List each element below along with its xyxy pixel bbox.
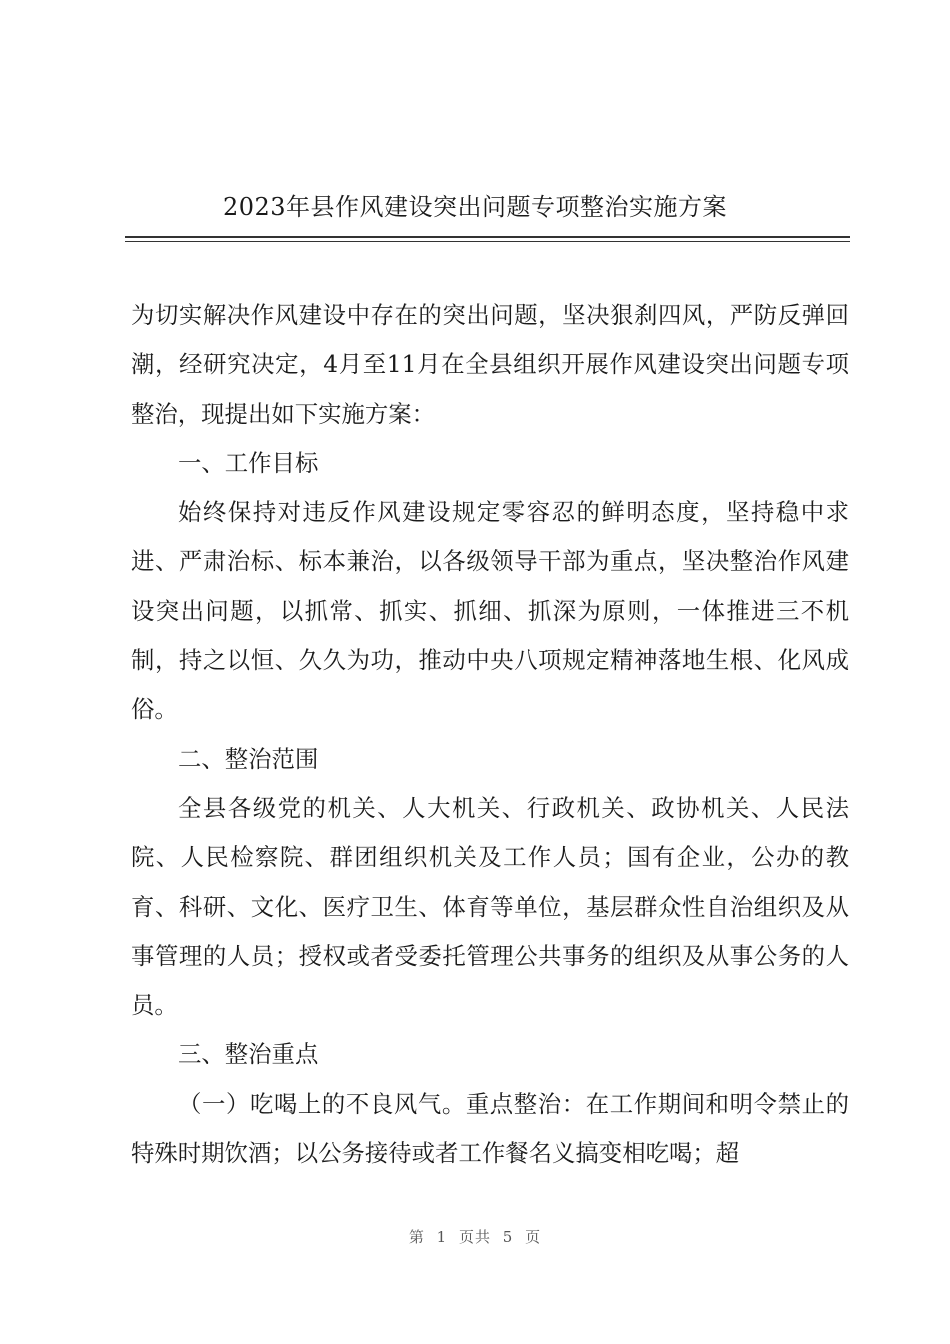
paragraph-focus-1: （一）吃喝上的不良风气。重点整治：在工作期间和明令禁止的特殊时期饮酒；以公务接待或者工作餐名义搞变相吃喝；超 [131,1089,849,1168]
paragraph-scope: 全县各级党的机关、人大机关、行政机关、政协机关、人民法院、人民检察院、群团组织机关及工作人员；国有企业，公办的教育、科研、文化、医疗卫生、体育等单位，基层群众性自治组织及从事管理的人员；授权或者受委托管理公共事务的组织及从事公务的人员。 [131,793,849,1020]
paragraph-intro: 为切实解决作风建设中存在的突出问题，坚决狠刹四风，严防反弹回潮，经研究决定，4月至11月在全县组织开展作风建设突出问题专项整治，现提出如下实施方案： [131,301,849,428]
section-heading-focus: 三、整治重点 [178,1040,319,1069]
section-heading-scope: 二、整治范围 [178,744,319,773]
paragraph-goals: 始终保持对违反作风建设规定零容忍的鲜明态度，坚持稳中求进、严肃治标、标本兼治，以各级领导干部为重点，坚决整治作风建设突出问题，以抓常、抓实、抓细、抓深为原则，一体推进三不机制，持之以恒、久久为功，推动中央八项规定精神落地生根、化风成俗。 [131,498,849,724]
title-rule-thick [125,236,850,238]
document-title: 2023年县作风建设突出问题专项整治实施方案 [222,193,728,221]
page-number-footer: 第 1 页共 5 页 [408,1228,542,1246]
section-heading-goals: 一、工作目标 [178,448,319,477]
document-body [131,291,849,1178]
title-rule-thin [125,241,850,242]
